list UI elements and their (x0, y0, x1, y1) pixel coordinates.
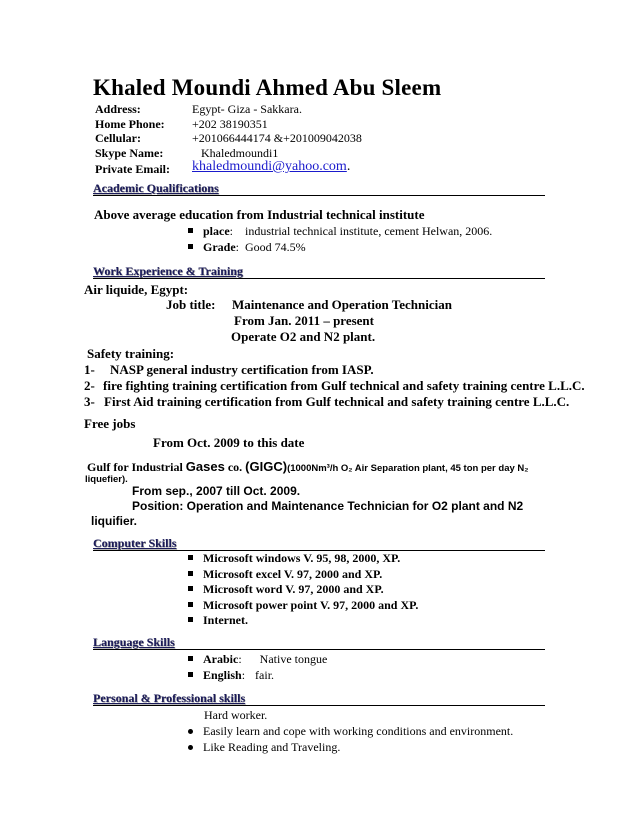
personal-item-first: Hard worker. (204, 708, 268, 722)
job-title-label: Job title: (166, 297, 216, 312)
academic-summary: Above average education from Industrial technical institute (94, 207, 425, 222)
list-item: Microsoft excel V. 97, 2000 and XP. (186, 567, 418, 583)
list-item: Arabic: Native tongue (186, 652, 327, 668)
academic-heading: Academic Qualifications (93, 182, 545, 196)
language-skills-list (186, 652, 327, 683)
work-heading: Work Experience & Training (93, 265, 545, 279)
cellular-label: Cellular: (95, 131, 141, 145)
list-item-text: First Aid training certification from Gulf technical and safety training centre L.L.C. (104, 394, 570, 409)
home-phone-label: Home Phone: (95, 117, 165, 131)
company-name: Air liquide, Egypt: (84, 282, 189, 297)
list-item: Internet. (186, 613, 418, 629)
personal-heading: Personal & Professional skills (93, 692, 545, 706)
address-value: Egypt- Giza - Sakkara. (192, 102, 302, 116)
gulf-period: From sep., 2007 till Oct. 2009. (132, 484, 301, 498)
list-item: Like Reading and Traveling. (186, 740, 513, 756)
candidate-name: Khaled Moundi Ahmed Abu Sleem (93, 75, 442, 100)
job-title: Maintenance and Operation Technician (232, 297, 452, 312)
list-item: 1- (84, 362, 95, 377)
email-link[interactable]: khaledmoundi@yahoo.com (192, 159, 347, 174)
computer-skills-list (186, 551, 418, 629)
home-phone-value: +202 38190351 (192, 117, 268, 131)
free-jobs-heading: Free jobs (84, 416, 136, 431)
email-label: Private Email: (95, 162, 170, 176)
email-value: khaledmoundi@yahoo.com. (192, 159, 351, 174)
gulf-position-cont: liquifier. (91, 514, 138, 528)
gulf-detail-cont: liquefier). (85, 474, 128, 485)
list-item: 2- (84, 378, 95, 393)
skype-value: Khaledmoundi1 (192, 146, 279, 160)
academic-list (186, 224, 492, 255)
safety-heading: Safety training: (87, 346, 175, 361)
list-item: place: industrial technical institute, cement Helwan, 2006. (186, 224, 492, 240)
computer-heading: Computer Skills (93, 537, 545, 551)
list-item-text: fire fighting training certification from Gulf technical and safety training centre L.L.C. (103, 378, 585, 393)
list-item: Easily learn and cope with working conditions and environment. (186, 724, 513, 740)
gulf-position: Position: Operation and Maintenance Technician for O2 plant and N2 (132, 499, 524, 513)
address-label: Address: (95, 102, 141, 116)
personal-skills-list (186, 724, 513, 755)
list-item: English: fair. (186, 668, 327, 684)
list-item: Microsoft power point V. 97, 2000 and XP. (186, 598, 418, 614)
language-heading: Language Skills (93, 636, 545, 650)
list-item: 3- (84, 394, 95, 409)
job-period: From Jan. 2011 – present (234, 313, 374, 328)
job-duty: Operate O2 and N2 plant. (231, 329, 376, 344)
gulf-company-line: Gulf for Industrial Gases co. (GIGC)(1000Nm³/h O₂ Air Separation plant, 45 ton per day N₂ (87, 459, 529, 474)
list-item-text: NASP general industry certification from IASP. (110, 362, 374, 377)
free-jobs-period: From Oct. 2009 to this date (153, 435, 305, 450)
list-item: Grade: Good 74.5% (186, 240, 492, 256)
list-item: Microsoft windows V. 95, 98, 2000, XP. (186, 551, 418, 567)
list-item: Microsoft word V. 97, 2000 and XP. (186, 582, 418, 598)
cellular-value: +201066444174 &+201009042038 (192, 131, 362, 145)
skype-label: Skype Name: (95, 146, 164, 160)
